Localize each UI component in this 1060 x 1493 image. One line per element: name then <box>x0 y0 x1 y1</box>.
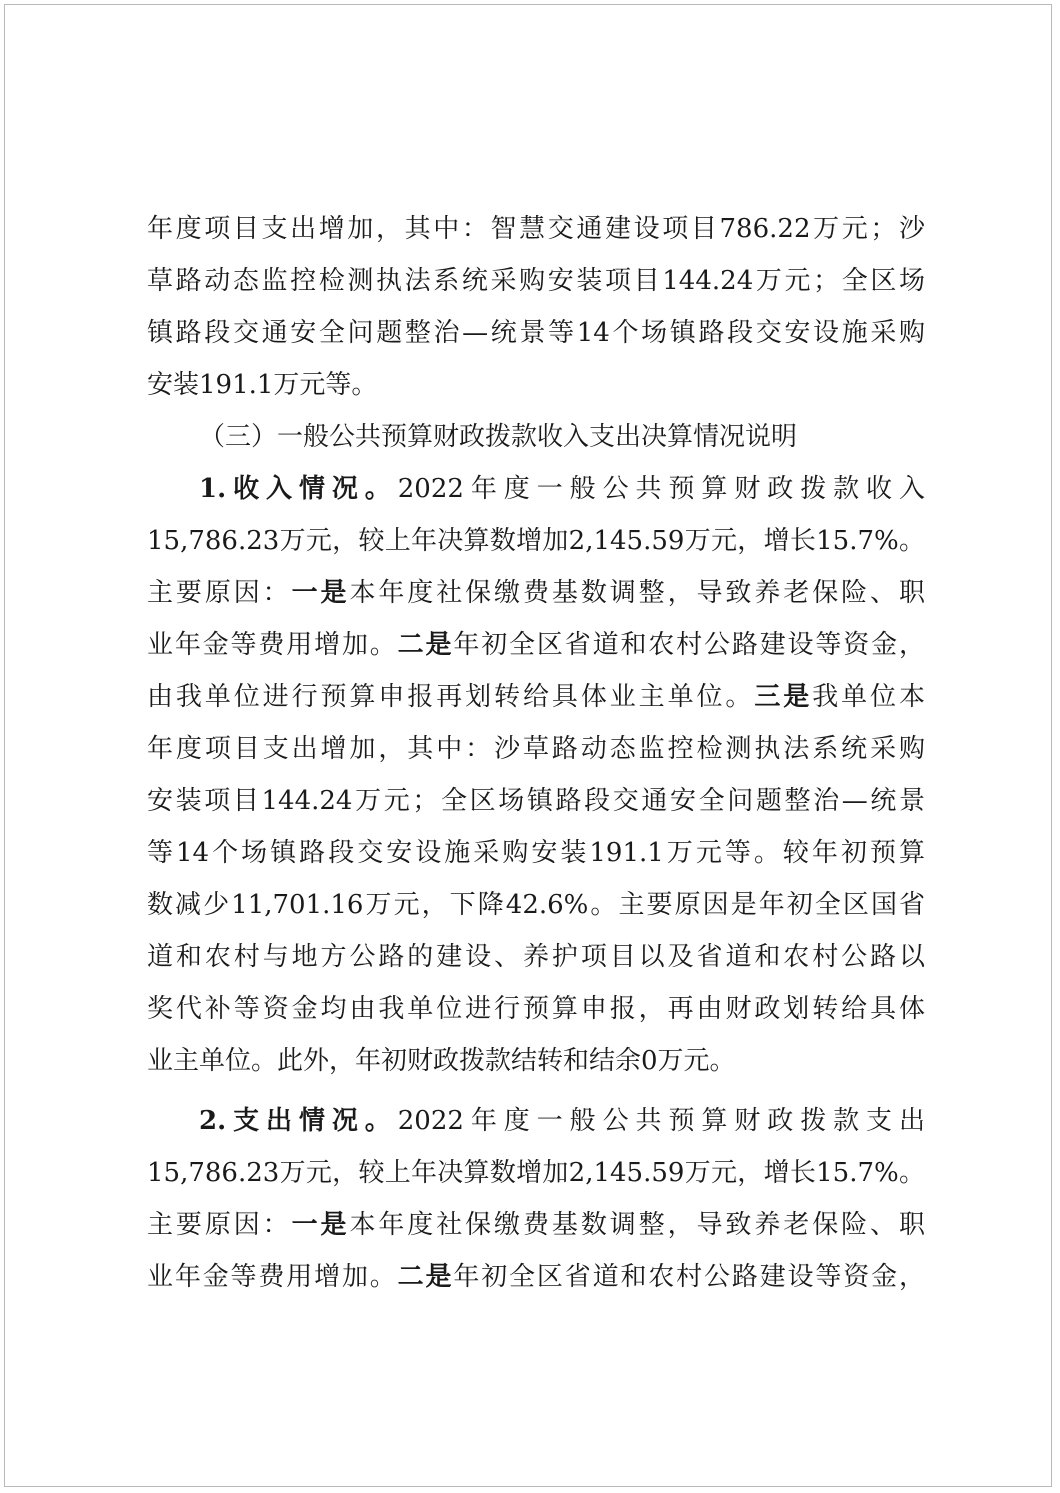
text-line: 草路动态监控检测执法系统采购安装项目144.24万元；全区场 <box>147 266 925 296</box>
paragraph-first-line: 2.支出情况。2022年度一般公共预算财政拨款支出 <box>199 1106 925 1136</box>
document-page <box>4 4 1052 1487</box>
text-line: 业年金等费用增加。二是年初全区省道和农村公路建设等资金， <box>147 1262 925 1292</box>
text-line: 年度项目支出增加，其中：智慧交通建设项目786.22万元；沙 <box>147 214 925 244</box>
text-line: 安装项目144.24万元；全区场镇路段交通安全问题整治—统景 <box>147 786 925 816</box>
section-heading: （三）一般公共预算财政拨款收入支出决算情况说明 <box>199 422 798 452</box>
text-line: 镇路段交通安全问题整治—统景等14个场镇路段交安设施采购 <box>147 318 925 348</box>
text-line: 业主单位。此外，年初财政拨款结转和结余0万元。 <box>147 1046 736 1076</box>
text-line: 安装191.1万元等。 <box>147 370 378 400</box>
paragraph-first-line: 1.收入情况。2022年度一般公共预算财政拨款收入 <box>199 474 925 504</box>
text-line: 年度项目支出增加，其中：沙草路动态监控检测执法系统采购 <box>147 734 925 764</box>
subsection-title: 2.支出情况。 <box>199 1106 398 1136</box>
text-line: 由我单位进行预算申报再划转给具体业主单位。三是我单位本 <box>147 682 925 712</box>
text-line: 主要原因：一是本年度社保缴费基数调整，导致养老保险、职 <box>147 578 925 608</box>
text-line: 15,786.23万元，较上年决算数增加2,145.59万元，增长15.7%。 <box>147 526 925 556</box>
text-line: 主要原因：一是本年度社保缴费基数调整，导致养老保险、职 <box>147 1210 925 1240</box>
text-line: 等14个场镇路段交安设施采购安装191.1万元等。较年初预算 <box>147 838 925 868</box>
text-line: 业年金等费用增加。二是年初全区省道和农村公路建设等资金， <box>147 630 925 660</box>
text-line: 道和农村与地方公路的建设、养护项目以及省道和农村公路以 <box>147 942 925 972</box>
text-line: 数减少11,701.16万元，下降42.6%。主要原因是年初全区国省 <box>147 890 925 920</box>
text-line: 15,786.23万元，较上年决算数增加2,145.59万元，增长15.7%。 <box>147 1158 925 1188</box>
subsection-title: 1.收入情况。 <box>199 474 398 504</box>
text-line: 奖代补等资金均由我单位进行预算申报，再由财政划转给具体 <box>147 994 925 1024</box>
